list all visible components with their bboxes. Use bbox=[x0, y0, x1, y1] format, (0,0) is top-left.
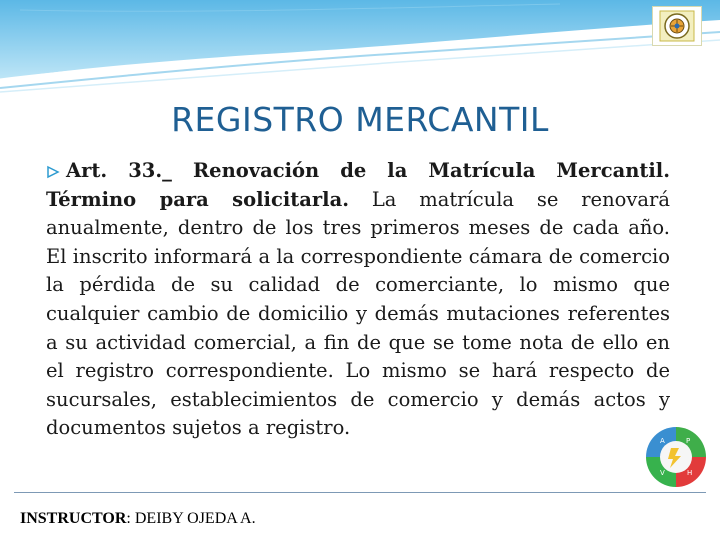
footer-instructor bbox=[20, 510, 256, 528]
footer-separator: : bbox=[126, 510, 131, 527]
article-heading: Art. 33._ Renovación de la Matrícula Mercantil. Término para solicitarla. bbox=[46, 159, 670, 211]
cycle-letter-v: V bbox=[660, 469, 665, 477]
header-wave-decoration bbox=[0, 0, 720, 95]
footer-label: INSTRUCTOR bbox=[20, 510, 127, 527]
slide-title: REGISTRO MERCANTIL bbox=[171, 100, 549, 139]
cycle-letter-h: H bbox=[687, 469, 693, 477]
footer-name: DEIBY OJEDA A. bbox=[130, 510, 256, 527]
footer-divider bbox=[14, 492, 706, 493]
cycle-letter-a: A bbox=[660, 437, 665, 445]
article-body: La matrícula se renovará anualmente, dentro de los tres primeros meses de cada año. El inscrito informará a la correspondiente cámara de comercio la pérdida de su calidad de comerciante, lo mismo que cualquier cambio de domicilio y demás mutaciones referentes a su actividad comercial, a fin de que se tome nota de ello en el registro correspondiente. Lo mismo se hará respecto de sucursales, establecimientos de comercio y demás actos y documentos sujetos a registro. bbox=[46, 187, 670, 440]
cycle-letter-p: P bbox=[686, 437, 691, 445]
institution-seal-icon bbox=[659, 9, 695, 43]
header-band bbox=[0, 0, 720, 95]
phva-cycle-icon bbox=[644, 425, 708, 489]
logo bbox=[652, 6, 702, 46]
article-text bbox=[46, 157, 670, 443]
